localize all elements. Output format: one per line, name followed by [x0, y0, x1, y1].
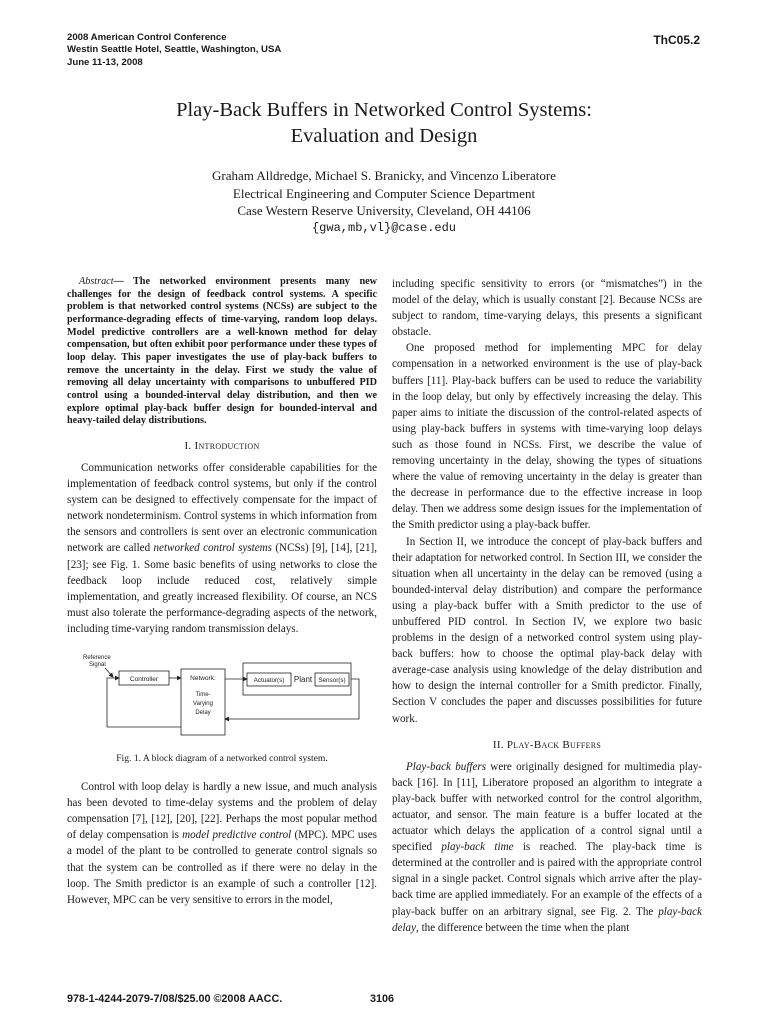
playback-text-b: is reached. The play-back time is determined at the controller and is paired with the appropriate control signal in a single packet. Control signals which arrive after the play-back time are applied immediately. For an example of the effects of a play-back buffer on an arbitrary signal, see Fig. 2. The: [392, 841, 702, 918]
left-column: [67, 276, 377, 908]
intro-p1-text-a: Communication networks offer considerable capabilities for the implementation of feedback control systems, but only if the control system can be designed to effectively compensate for the impact of network nondeterminism. Control systems in which information from the sensors and controllers is sent over an electronic communication network are called: [67, 461, 377, 555]
paper-title: [0, 97, 768, 149]
author-institution: Case Western Reserve University, Cleveland, OH 44106: [237, 203, 531, 218]
playback-term-3: play-back delay: [392, 905, 702, 934]
title-line-1: Play-Back Buffers in Networked Control Systems:: [176, 99, 592, 121]
reference-label-2: Signal: [89, 662, 106, 668]
right-paragraph-1: including specific sensitivity to errors (or “mismatches”) in the model of the delay, which is usually constant [2]. Because NCSs are subject to random, time-varying delays, this presents a significant obstacle.: [392, 278, 702, 339]
playback-paragraph: [392, 759, 702, 936]
intro-p1-term: networked control systems: [153, 542, 272, 555]
section-1-heading: I. Introduction: [184, 439, 260, 452]
playback-text-c: , the difference between the time when the plant: [416, 921, 630, 934]
author-department: Electrical Engineering and Computer Science Department: [232, 185, 536, 201]
figure-1-caption: Fig. 1. A block diagram of a networked control system.: [116, 753, 328, 764]
intro-p2-term: model predictive control: [182, 829, 292, 842]
reference-arrow: [105, 668, 113, 677]
playback-term-2: play-back time: [441, 841, 514, 854]
intro-p2-text-b: (MPC). MPC uses a model of the plant to be controlled to generate control signals so that the system can be controlled as if there were no delay in the loop. The Smith predictor is an example of such a controller [12]. However, MPC can be very sensitive to errors in the model,: [67, 829, 377, 906]
section-2-heading: II. Play-Back Buffers: [492, 738, 602, 751]
author-block: [0, 167, 768, 237]
actuator-label: Actuator(s): [253, 677, 285, 684]
title-line-2: Evaluation and Design: [290, 125, 478, 147]
intro-paragraph-1: [67, 460, 377, 637]
sensor-label: Sensor(s): [318, 677, 346, 684]
network-label-1: Network:: [190, 675, 216, 682]
conference-venue: Westin Seattle Hotel, Seattle, Washington, USA: [67, 44, 282, 56]
intro-p1-text-b: (NCSs) [9], [14], [21], [23]; see Fig. 1. Some basic benefits of using networks to close the feedback loop include reduced cost, relatively simple implementation, and greatly increased flexibility. Of course, an NCS must also tolerate the performance-degrading aspects of the network, including time-varying random transmission delays.: [67, 542, 377, 635]
page-number: 3106: [370, 993, 395, 1005]
abstract-lead: Abstract: [79, 276, 114, 287]
network-label-3: Varying: [193, 701, 213, 707]
playback-term-1: Play-back buffers: [406, 760, 487, 773]
conference-dates: June 11-13, 2008: [67, 56, 143, 68]
network-label-2: Time-: [195, 692, 211, 698]
plant-label: Plant: [293, 675, 313, 684]
figure-1: [67, 651, 377, 743]
author-names: Graham Alldredge, Michael S. Branicky, and Vincenzo Liberatore: [212, 168, 556, 183]
right-column: [392, 276, 702, 936]
right-paragraph-3: In Section II, we introduce the concept of play-back buffers and their adaptation for networked control. In Section III, we consider the situation when all uncertainty in the delay can be removed (using a bounded-interval delay distribution) and compare the performance using a play-back buffer with a Smith predictor to the use of unbuffered PID control. In Section IV, we explore two basic problems in the design of a networked control system using play-back buffers: how to choose the optimal play-back delay with average-case analysis using knowledge of the delay distribution and how to design the internal controller for a Smith predictor. Finally, Section V concludes the paper and discusses possibilities for future work.: [392, 535, 702, 725]
reference-label-1: Reference: [83, 655, 111, 661]
intro-p2-text-a: Control with loop delay is hardly a new issue, and much analysis has been devoted to time-delay systems and the problem of delay compensation [7], [12], [20], [22]. Perhaps the most popular method of delay compensation is: [67, 781, 377, 842]
author-email: {gwa,mb,vl}@case.edu: [311, 220, 457, 235]
network-label-4: Delay: [195, 710, 211, 716]
right-paragraph-2: One proposed method for implementing MPC for delay compensation in a networked environment is the use of play-back buffers [11]. Play-back buffers can be used to reduce the variability in the loop delay, but only by effectively increasing the delay. This paper aims to initiate the discussion of the control-related aspects of using play-back buffers in systems with time-varying loop delays such as those found in NCSs. First, we describe the value of removing uncertainty in the delay, showing the types of situations where the value of removing uncertainty in the delay is greater than the decrease in performance due to the effective increase in loop delay. Then we address some design issues for the implementation of the Smith predictor using a play-back buffer.: [392, 342, 702, 532]
footer-isbn: 978-1-4244-2079-7/08/$25.00 ©2008 AACC.: [67, 993, 283, 1005]
block-diagram: [77, 651, 367, 741]
abstract-body: — The networked environment presents many new challenges for the design of feedback control systems. A specific problem is that networked control systems (NCSs) are subject to the performance-degrading effects of time-varying, random loop delays. Model predictive controllers are a well-known method for delay compensation, but often exhibit poor performance under these types of loop delay. This paper investigates the use of play-back buffers to remove the uncertainty in the delay. First we study the value of removing all delay uncertainty with comparisons to unbuffered PID control using a bounded-interval delay distribution, and then we explore optimal play-back buffer design for bounded-interval and heavy-tailed delay distributions.: [67, 276, 377, 427]
conference-header: [67, 32, 281, 69]
conference-name: 2008 American Control Conference: [67, 32, 227, 43]
session-code: ThC05.2: [653, 33, 700, 47]
abstract: [67, 276, 377, 428]
playback-text-a: were originally designed for multimedia play-back [16]. In [11], Liberatore proposed an algorithm to integrate a play-back buffer with networked control for the control algorithm, actuator, and sensor. The main feature is a buffer located at the actuator which delays the application of a control signal until a specified: [392, 760, 702, 854]
intro-paragraph-2: [67, 779, 377, 908]
controller-label: Controller: [129, 676, 159, 683]
